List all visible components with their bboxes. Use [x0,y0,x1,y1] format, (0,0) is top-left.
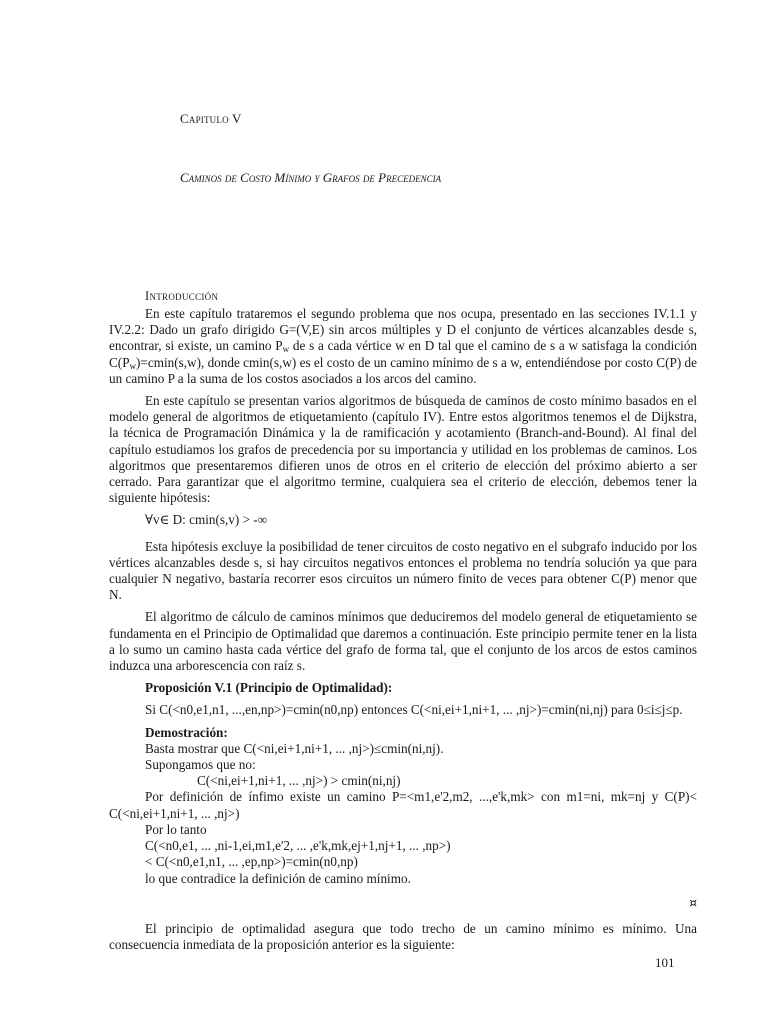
section-heading: Introducción [145,289,219,303]
proof-line: Por lo tanto [145,821,207,837]
proof-line: C(<ni,ei+1,ni+1, ... ,nj>) > cmin(ni,nj) [197,773,401,789]
proof-block-continued [109,822,697,887]
proposition-statement: Si C(<n0,e1,n1, ...,en,np>)=cmin(n0,np) entonces C(<ni,ei+1,ni+1, ... ,nj>)=cmin(ni,nj) para 0≤i≤j≤p. [145,702,683,718]
proof-heading: Demostración: [145,724,228,740]
proof-line: Por definición de ínfimo existe un camino P=<m1,e'2,m2, ...,e'k,mk> con m1=ni, mk=nj y C(P)< C(<ni,ei+1,ni+1, ... ,nj>) [109,789,697,821]
hypothesis-formula: ∀v∈ D: cmin(s,v) > -∞ [145,512,268,528]
proof-block [109,725,697,790]
body-text [109,306,697,959]
paragraph-consequence: El principio de optimalidad asegura que todo trecho de un camino mínimo es mínimo. Una consecuencia inmediata de la proposición anterior es la siguiente: [109,920,697,953]
paragraph-intro: En este capítulo trataremos el segundo problema que nos ocupa, presentado en las secciones IV.1.1 y IV.2.2: Dado un grafo dirigido G=(V,E) sin arcos múltiples y D el conjunto de vértices alcanzables desde s, encontrar, si existe, un camino $P_w$ de s a cada vértice w en D tal que el camino de s a w satisfaga la condición $C(P_w)=cmin(s,w)$, donde cmin(s,w) es el costo de un camino mínimo de s a w, entendiéndose por costo C(P) de un camino P a la suma de los costos asociados a los arcos del camino. [109,306,698,386]
proof-line: Basta mostrar que C(<ni,ei+1,ni+1, ... ,nj>)≤cmin(ni,nj). [145,740,444,756]
paragraph-principle: El algoritmo de cálculo de caminos mínimos que deduciremos del modelo general de etiquetamiento se fundamenta en el Principio de Optimalidad que daremos a continuación. Este principio permite tener en la lista a lo sumo un camino hasta cada vértice del grafo de forma tal, que el conjunto de los arcos de estos caminos induzca una arborescencia con raíz s. [109,609,697,674]
proof-line: Supongamos que no: [145,757,256,773]
proposition-heading: Proposición V.1 (Principio de Optimalidad): [145,680,393,696]
proof-line: C(<n0,e1, ... ,ni-1,ei,m1,e'2, ... ,e'k,mk,ej+1,nj+1, ... ,np>) [145,838,451,854]
chapter-heading: Capitulo V [180,111,242,126]
paragraph-algorithms: En este capítulo se presentan varios algoritmos de búsqueda de caminos de costo mínimo basados en el modelo general de algoritmos de etiquetamiento (capítulo IV). Entre estos algoritmos tenemos el de Dijkstra, la técnica de Programación Dinámica y la de ramificación y acotamiento (Branch-and-Bound). Al final del capítulo estudiamos los grafos de precedencia por su importancia y utilidad en los problemas de caminos. Los algoritmos que presentaremos difieren unos de otros en el criterio de elección del próximo abierto a ser cerrado. Para garantizar que el algoritmo termine, cualquiera sea el criterio de elección, debemos tener la siguiente hipótesis: [109,393,697,506]
page-number: 101 [655,955,675,970]
chapter-title: Caminos de Costo Mínimo y Grafos de Precedencia [180,170,442,185]
paragraph-hypothesis: Esta hipótesis excluye la posibilidad de tener circuitos de costo negativo en el subgrafo inducido por los vértices alcanzables desde s, si hay circuitos negativos entonces el problema no tendría solución ya que para cualquier N negativo, bastaría recorrer esos circuitos un número finito de veces para obtener C(P) menor que N. [109,538,697,603]
qed-symbol: ¤ [689,895,697,910]
proof-line: lo que contradice la definición de camino mínimo. [145,870,411,886]
proof-line: < C(<n0,e1,n1, ... ,ep,np>)=cmin(n0,np) [145,854,358,870]
